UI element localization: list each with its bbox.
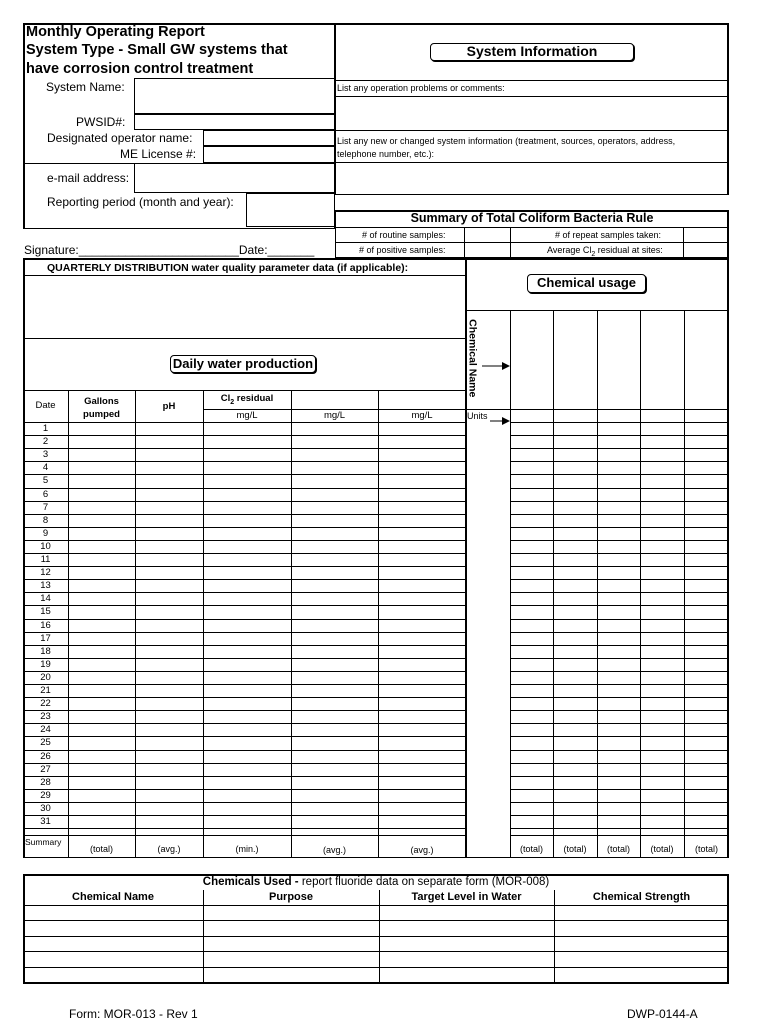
summary-label: Summary [25, 837, 62, 847]
document-code: DWP-0144-A [627, 1007, 698, 1021]
chem-summary-divider [510, 835, 729, 836]
arrow-right-icon [490, 412, 510, 420]
chem-total-3: (total) [606, 844, 630, 854]
divider [378, 390, 379, 858]
table-row-divider [23, 710, 466, 711]
day-number: 9 [42, 527, 49, 539]
arrow-right-icon [482, 357, 510, 365]
table-row-divider [23, 723, 466, 724]
repeat-samples-label: # of repeat samples taken: [555, 230, 662, 240]
table-row-divider [23, 684, 466, 685]
units-label: Units [467, 411, 488, 421]
chem-row-divider [510, 723, 729, 724]
chem-total-4: (total) [650, 844, 674, 854]
avg-cl2-post: residual at sites: [595, 245, 663, 255]
chem-row-divider [510, 514, 729, 515]
divider [464, 227, 465, 258]
divider [335, 242, 729, 243]
form-title-line-3: have corrosion control treatment [26, 61, 254, 77]
day-number: 5 [42, 475, 49, 487]
day-number: 26 [40, 750, 51, 762]
system-name-field[interactable] [134, 78, 335, 114]
day-number: 11 [40, 554, 51, 565]
col-cl2-header [203, 394, 291, 406]
chem-row-divider [510, 671, 729, 672]
day-number: 21 [40, 685, 51, 696]
chem-row-divider [510, 501, 729, 502]
day-number: 20 [40, 671, 51, 683]
table-row-divider [23, 553, 466, 554]
form-title-line-1: Monthly Operating Report [26, 24, 205, 40]
chem-row-divider [510, 619, 729, 620]
avg-cl2-sub: 2 [591, 250, 596, 258]
day-number: 16 [40, 619, 51, 631]
system-changes-field[interactable] [335, 162, 729, 194]
pwsid-field[interactable] [134, 114, 335, 130]
col-gallons-header-2: pumped [83, 409, 120, 420]
operation-problems-label: List any operation problems or comments: [337, 83, 505, 93]
summary-cl2-2: (avg.) [322, 845, 346, 855]
day-number: 8 [42, 514, 49, 526]
table-row-divider [23, 828, 466, 829]
table-row-divider [23, 632, 466, 633]
chem-row-divider [510, 579, 729, 580]
cl2-pre: Cl [220, 393, 231, 404]
chem-row-divider [510, 474, 729, 475]
day-number: 4 [42, 462, 49, 474]
main-left-panel [23, 258, 466, 858]
divider [23, 967, 729, 968]
chem-row-divider [510, 435, 729, 436]
chem-row-divider [510, 697, 729, 698]
day-number: 10 [40, 540, 51, 552]
day-number: 30 [40, 802, 51, 814]
day-number: 19 [40, 658, 51, 670]
chem-row-divider [510, 422, 729, 423]
table-row-divider [23, 579, 466, 580]
quarterly-label: QUARTERLY DISTRIBUTION water quality parameter data (if applicable): [47, 262, 409, 274]
table-row-divider [23, 514, 466, 515]
day-number: 14 [40, 593, 51, 605]
day-number: 1 [42, 423, 49, 434]
table-row-divider [23, 736, 466, 737]
cl2-sub: 2 [230, 398, 235, 406]
divider [683, 227, 684, 258]
table-row-divider [23, 501, 466, 502]
table-row-divider [23, 658, 466, 659]
chem-row-divider [510, 710, 729, 711]
divider [68, 390, 69, 858]
col-gallons-header-1: Gallons [84, 396, 119, 407]
avg-cl2-pre: Average Cl [547, 245, 592, 255]
day-number: 3 [42, 449, 49, 461]
chem-row-divider [510, 645, 729, 646]
chemicals-used-title [23, 877, 729, 889]
unit-mgl-2: mg/L [323, 410, 346, 421]
day-number: 22 [40, 698, 51, 710]
reporting-period-label: Reporting period (month and year): [47, 195, 234, 209]
day-number: 2 [42, 436, 49, 448]
header-chemical-strength: Chemical Strength [592, 891, 691, 903]
header-chemical-name: Chemical Name [72, 891, 154, 903]
email-field[interactable] [134, 163, 335, 193]
email-label: e-mail address: [47, 171, 130, 185]
avg-cl2-residual-label [547, 246, 663, 258]
table-row-divider [23, 671, 466, 672]
chem-row-divider [510, 527, 729, 528]
chem-row-divider [510, 658, 729, 659]
table-row-divider [23, 750, 466, 751]
chem-row-divider [510, 540, 729, 541]
chem-row-divider [510, 763, 729, 764]
chem-row-divider [510, 802, 729, 803]
unit-mgl-3: mg/L [411, 410, 433, 421]
table-row-divider [23, 461, 466, 462]
table-row-divider [23, 763, 466, 764]
divider [335, 130, 729, 131]
divider [23, 390, 466, 391]
chem-total-2: (total) [563, 844, 587, 854]
chem-row-divider [510, 815, 729, 816]
cl2-post: residual [234, 393, 274, 404]
summary-ph: (avg.) [157, 844, 181, 854]
signature-line[interactable]: Signature:________________________Date:_______ [24, 243, 315, 257]
table-row-divider [23, 488, 466, 489]
table-row-divider [23, 448, 466, 449]
summary-divider [23, 835, 466, 836]
table-row-divider [23, 592, 466, 593]
chemical-name-label: Chemical Name [466, 319, 479, 398]
col-ph-header: pH [162, 401, 176, 412]
chemicals-used-title-bold: Chemicals Used - [202, 876, 302, 888]
day-number: 7 [42, 501, 49, 513]
chem-row-divider [510, 750, 729, 751]
day-number: 12 [40, 567, 51, 579]
summary-cl2-1: (min.) [235, 844, 259, 854]
divider [291, 390, 292, 858]
me-license-label: ME License #: [120, 147, 197, 161]
daily-water-production-title: Daily water production [170, 355, 316, 373]
header-purpose: Purpose [268, 891, 313, 903]
operation-problems-field[interactable] [335, 96, 729, 130]
chem-row-divider [510, 553, 729, 554]
chem-total-5: (total) [694, 844, 718, 854]
form-id: Form: MOR-013 - Rev 1 [69, 1007, 198, 1021]
table-row-divider [23, 645, 466, 646]
reporting-period-field[interactable] [246, 193, 335, 227]
chem-row-divider [510, 592, 729, 593]
divider [335, 227, 729, 228]
divider [466, 409, 729, 410]
divider [335, 80, 729, 81]
chemicals-used-title-rest: report fluoride data on separate form (MOR-008) [301, 876, 550, 888]
table-row-divider [23, 815, 466, 816]
table-row-divider [23, 789, 466, 790]
table-row-divider [23, 527, 466, 528]
divider [23, 951, 729, 952]
day-number: 15 [40, 606, 51, 618]
day-number: 25 [40, 737, 51, 749]
chem-row-divider [510, 448, 729, 449]
chem-row-divider [510, 488, 729, 489]
table-row-divider [23, 435, 466, 436]
divider [23, 936, 729, 937]
table-row-divider [23, 776, 466, 777]
chem-row-divider [510, 736, 729, 737]
table-row-divider [23, 540, 466, 541]
divider [23, 905, 729, 906]
day-number: 24 [40, 724, 51, 736]
day-number: 17 [40, 632, 51, 644]
chemical-usage-title: Chemical usage [527, 274, 646, 293]
divider [23, 338, 466, 339]
table-row-divider [23, 697, 466, 698]
chem-row-divider [510, 566, 729, 567]
day-number: 13 [40, 580, 51, 592]
day-number: 18 [40, 645, 51, 657]
summary-gallons: (total) [89, 844, 113, 854]
me-license-field[interactable] [203, 146, 335, 163]
quarterly-data-field[interactable] [23, 275, 466, 338]
positive-samples-label: # of positive samples: [359, 245, 446, 255]
day-number: 23 [40, 711, 51, 723]
table-row-divider [23, 474, 466, 475]
table-row-divider [23, 802, 466, 803]
table-row-divider [23, 605, 466, 606]
designated-operator-label: Designated operator name: [47, 131, 193, 145]
system-changes-label-1: List any new or changed system information (treatment, sources, operators, address, [337, 136, 676, 146]
chem-total-1: (total) [519, 844, 543, 854]
chem-row-divider [510, 828, 729, 829]
coliform-summary-title: Summary of Total Coliform Bacteria Rule [410, 211, 654, 225]
day-number: 29 [40, 789, 51, 801]
chem-row-divider [510, 789, 729, 790]
chem-row-divider [510, 776, 729, 777]
summary-cl2-3: (avg.) [410, 845, 434, 855]
divider [510, 227, 511, 258]
table-row-divider [23, 422, 466, 423]
chem-row-divider [510, 461, 729, 462]
designated-operator-field[interactable] [203, 130, 335, 146]
col-date-header: Date [35, 400, 56, 411]
divider [23, 920, 729, 921]
system-info-title: System Information [430, 43, 634, 61]
divider [135, 390, 136, 858]
system-name-label: System Name: [46, 80, 125, 94]
chem-row-divider [510, 632, 729, 633]
chem-row-divider [510, 684, 729, 685]
header-target-level: Target Level in Water [411, 891, 522, 903]
divider [203, 390, 204, 858]
unit-mgl-1: mg/L [236, 410, 258, 421]
routine-samples-label: # of routine samples: [362, 230, 446, 240]
table-row-divider [23, 619, 466, 620]
day-number: 31 [40, 816, 51, 827]
system-changes-label-2: telephone number, etc.): [337, 149, 435, 159]
chem-row-divider [510, 605, 729, 606]
day-number: 28 [40, 776, 51, 788]
form-title-line-2: System Type - Small GW systems that [26, 42, 288, 58]
day-number: 27 [40, 763, 51, 775]
pwsid-label: PWSID#: [76, 115, 126, 129]
table-row-divider [23, 566, 466, 567]
day-number: 6 [42, 488, 49, 500]
